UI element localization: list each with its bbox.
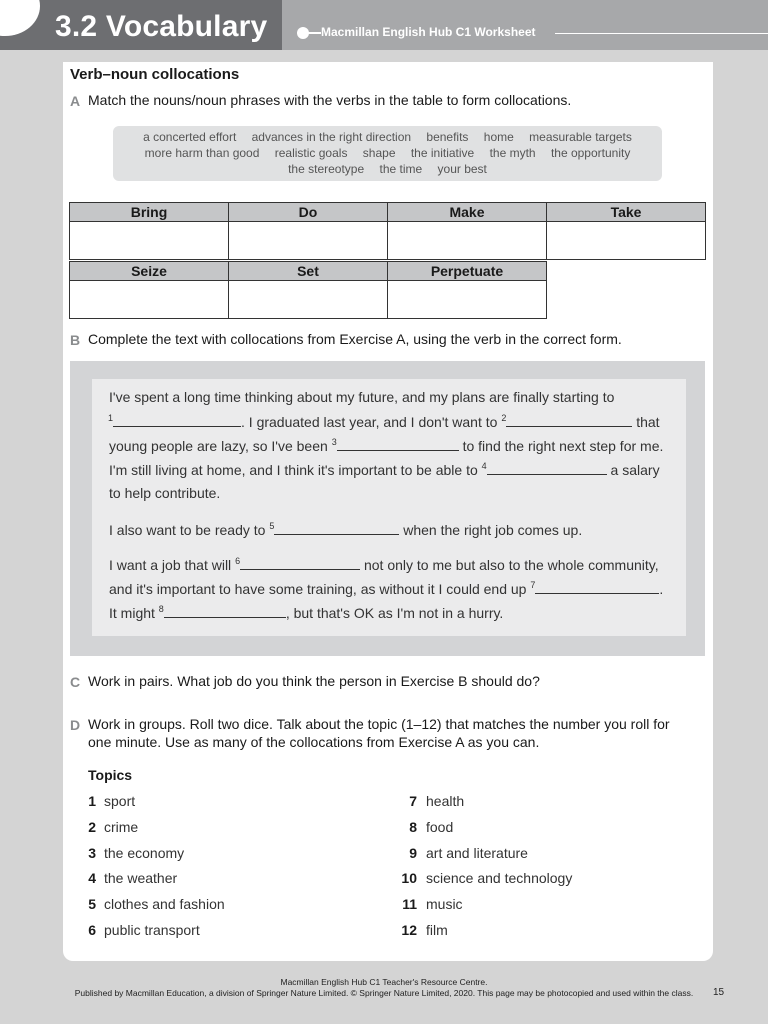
topic-text: crime <box>104 819 139 835</box>
gap-blank[interactable] <box>487 462 607 475</box>
exercise-a-letter: A <box>70 93 81 109</box>
table-header-cell: Set <box>229 262 388 281</box>
table-answer-cell[interactable] <box>70 281 229 319</box>
topic-text: clothes and fashion <box>104 896 225 912</box>
topic-number: 7 <box>409 793 417 809</box>
exercise-d-letter: D <box>70 717 81 733</box>
table-answer-cell[interactable] <box>388 281 547 319</box>
exercise-c-instruction: Work in pairs. What job do you think the person in Exercise B should do? <box>88 673 540 689</box>
table-header-cell: Take <box>547 203 706 222</box>
gap-blank[interactable] <box>506 414 632 427</box>
topics-heading: Topics <box>88 767 133 783</box>
table-answer-cell[interactable] <box>547 222 706 260</box>
text-line <box>109 521 582 538</box>
topic-number: 4 <box>88 870 96 886</box>
topic-text: the weather <box>104 870 178 886</box>
topic-text: the economy <box>104 845 185 861</box>
gap-number: 7 <box>530 580 536 590</box>
table-answer-cell[interactable] <box>388 222 547 260</box>
topic-number: 1 <box>88 793 96 809</box>
topic-number: 5 <box>88 896 96 912</box>
topic-number: 8 <box>409 819 417 835</box>
word-item: your best <box>437 162 487 176</box>
topic-number: 10 <box>401 870 417 886</box>
word-item: advances in the right direction <box>251 130 412 144</box>
topic-text: art and literature <box>426 845 528 861</box>
gap-number: 6 <box>235 556 241 566</box>
text-line <box>109 556 659 573</box>
table-header-cell: Make <box>388 203 547 222</box>
text-span: , but that's OK as I'm not in a hurry. <box>285 605 504 621</box>
text-span: It might <box>109 605 159 621</box>
text-span: I want a job that will <box>109 557 236 573</box>
topic-number: 12 <box>401 922 417 938</box>
topic-text: food <box>426 819 454 835</box>
text-span: . I graduated last year, and I don't want to <box>241 414 502 430</box>
gap-number: 2 <box>501 413 507 423</box>
topic-number: 11 <box>402 896 417 912</box>
word-item: measurable targets <box>529 130 632 144</box>
word-box-row-2 <box>113 145 662 161</box>
section-title: Verb–noun collocations <box>70 66 240 83</box>
word-item: the initiative <box>410 146 475 160</box>
header-rule <box>555 33 768 34</box>
collocation-table-row-1 <box>69 202 706 260</box>
text-line: I've spent a long time thinking about my future, and my plans are finally starting to <box>109 389 615 405</box>
topic-text: film <box>426 922 448 938</box>
topic-number: 6 <box>88 922 96 938</box>
worksheet-card <box>63 62 713 961</box>
table-header-cell: Do <box>229 203 388 222</box>
text-span: that <box>632 414 660 430</box>
footer-copyright: Published by Macmillan Education, a division of Springer Nature Limited. © Springer Nature Limited, 2020. This page may be photocopied and used within the class. <box>74 988 694 998</box>
gap-blank[interactable] <box>274 522 399 535</box>
text-line <box>109 437 663 454</box>
topic-text: science and technology <box>426 870 573 886</box>
exercise-b-letter: B <box>70 332 81 348</box>
exercise-d-instruction-line-1: Work in groups. Roll two dice. Talk about the topic (1–12) that matches the number you roll for <box>88 716 670 732</box>
topic-text: music <box>426 896 463 912</box>
collocation-table-row-2 <box>69 261 547 319</box>
exercise-c-letter: C <box>70 674 81 690</box>
text-span: and it's important to have some training, as without it I could end up <box>109 581 531 597</box>
word-item: the time <box>379 162 423 176</box>
word-box <box>113 126 662 181</box>
word-item: a concerted effort <box>143 130 237 144</box>
gap-blank[interactable] <box>164 605 286 618</box>
word-item: more harm than good <box>144 146 260 160</box>
word-item: realistic goals <box>274 146 348 160</box>
gap-fill-panel <box>70 361 705 656</box>
topic-number: 3 <box>88 845 96 861</box>
gap-blank[interactable] <box>113 414 241 427</box>
word-item: the stereotype <box>288 162 365 176</box>
page-title: 3.2 Vocabulary <box>55 10 268 43</box>
table-answer-cell[interactable] <box>229 222 388 260</box>
text-span: I'm still living at home, and I think it's important to be able to <box>109 462 482 478</box>
gap-fill-text <box>92 379 686 636</box>
text-span: a salary <box>606 462 660 478</box>
text-line <box>108 413 660 430</box>
gap-blank[interactable] <box>240 557 360 570</box>
word-item: the opportunity <box>550 146 631 160</box>
header-subtitle-group <box>297 26 768 40</box>
text-line <box>109 604 503 621</box>
text-span: young people are lazy, so I've been <box>109 438 332 454</box>
gap-number: 1 <box>108 413 114 423</box>
gap-number: 8 <box>158 604 164 614</box>
word-item: home <box>483 130 514 144</box>
gap-number: 4 <box>481 461 487 471</box>
table-header-cell: Bring <box>70 203 229 222</box>
footer-credit: Macmillan English Hub C1 Teacher's Resource Centre. <box>280 977 488 987</box>
table-answer-cell[interactable] <box>70 222 229 260</box>
word-item: the myth <box>489 146 536 160</box>
text-span: when the right job comes up. <box>399 522 583 538</box>
text-span: . <box>659 581 664 597</box>
text-line <box>109 580 663 597</box>
topic-text: health <box>426 793 465 809</box>
exercise-d-instruction-line-2: one minute. Use as many of the collocations from Exercise A as you can. <box>88 734 540 750</box>
word-box-row-1 <box>113 129 662 145</box>
table-answer-cell[interactable] <box>229 281 388 319</box>
table-header-cell: Perpetuate <box>388 262 547 281</box>
worksheet-header <box>0 0 768 50</box>
gap-number: 3 <box>331 437 337 447</box>
topic-text: public transport <box>104 922 200 938</box>
table-header-cell: Seize <box>70 262 229 281</box>
gap-blank[interactable] <box>535 581 659 594</box>
header-subtitle: Macmillan English Hub C1 Worksheet <box>321 25 536 39</box>
text-span: I also want to be ready to <box>109 522 270 538</box>
word-box-row-3 <box>113 161 662 177</box>
topic-number: 2 <box>88 819 96 835</box>
text-span: not only to me but also to the whole community, <box>360 557 659 573</box>
page-number: 15 <box>713 987 725 998</box>
text-span: to find the right next step for me. <box>458 438 664 454</box>
topic-text: sport <box>104 793 136 809</box>
exercise-b-instruction: Complete the text with collocations from Exercise A, using the verb in the correct form. <box>88 331 622 347</box>
gap-number: 5 <box>269 521 275 531</box>
connector-line <box>307 32 321 34</box>
exercise-a-instruction: Match the nouns/noun phrases with the verbs in the table to form collocations. <box>88 92 572 108</box>
topic-number: 9 <box>409 845 417 861</box>
text-line <box>109 461 660 478</box>
text-line: to help contribute. <box>109 485 221 501</box>
gap-blank[interactable] <box>337 438 459 451</box>
word-item: shape <box>362 146 396 160</box>
word-item: benefits <box>426 130 469 144</box>
